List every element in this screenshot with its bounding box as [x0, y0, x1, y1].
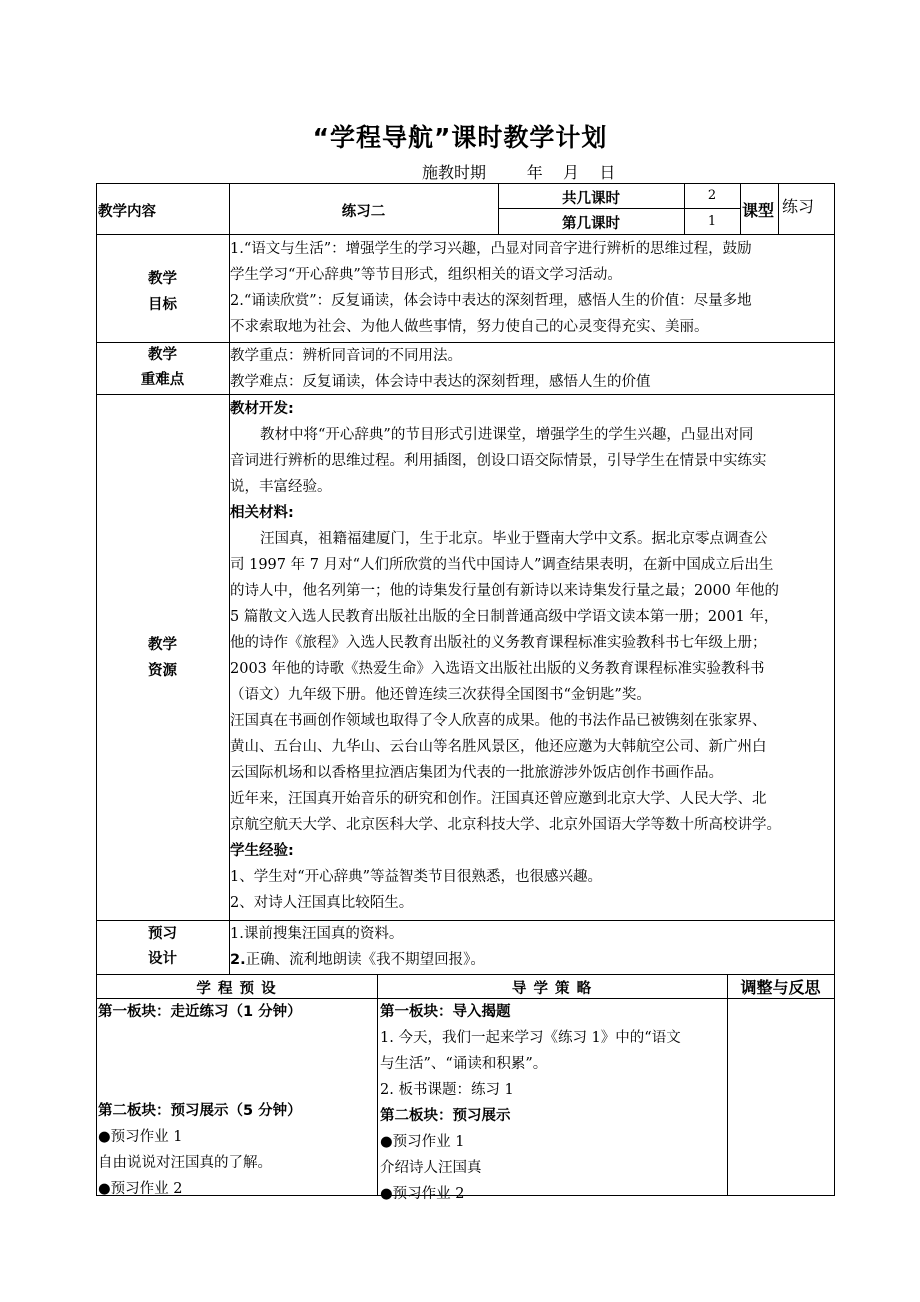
- page-title: “学程导航”课时教学计划: [312, 123, 608, 152]
- col-divider: [377, 974, 378, 1196]
- col-divider: [727, 974, 728, 1196]
- goals-label-line1: 教学: [148, 271, 177, 287]
- goals-label: [96, 266, 229, 318]
- plan-col1: [98, 999, 302, 1025]
- nth-period-label: 第几课时: [562, 216, 620, 232]
- keypoints-line: 教学重点：辨析同音词的不同用法。: [230, 348, 462, 364]
- material-line: 5 篇散文入选人民教育出版社出版的全日制普通高级中学语文读本第一册；2001 年，: [230, 609, 779, 625]
- plan-col1-header: 学 程 预 设: [196, 981, 277, 997]
- keypoints-text: [230, 343, 651, 395]
- material-line: 他的诗作《旅程》入选人民教育出版社的义务教育课程标准实验教科书七年级上册；: [230, 635, 767, 651]
- col2-block2-heading: 第二板块：预习展示: [380, 1108, 511, 1124]
- col2-block1-line: 2. 板书课题：练习 1: [380, 1082, 514, 1098]
- plan-col2-header: 导 学 策 略: [511, 981, 593, 997]
- keypoints-label-line2: 重难点: [140, 372, 185, 388]
- resources-label-line1: 教学: [148, 637, 177, 653]
- preview-line2-number: 2.: [230, 952, 246, 968]
- resources-text: [230, 396, 781, 916]
- col2-block2-line: ●预习作业 1: [380, 1134, 465, 1150]
- goals-line: 不求索取地为社会、为他人做些事情，努力使自己的心灵变得充实、美丽。: [230, 319, 709, 335]
- keypoints-label: [96, 343, 229, 393]
- dev-line: 说，丰富经验。: [230, 479, 332, 495]
- col2-block2-line: 介绍诗人汪国真: [380, 1160, 482, 1176]
- col1-block1-heading: 第一板块：走近练习（1 分钟）: [98, 1004, 302, 1020]
- preview-label: [96, 922, 229, 972]
- material-line: 近年来，汪国真开始音乐的研究和创作。汪国真还曾应邀到北京大学、人民大学、北: [230, 791, 767, 807]
- col2-block2-line: ●预习作业 2: [380, 1186, 465, 1202]
- goals-label-line2: 目标: [148, 297, 177, 313]
- goals-line: 学生学习“开心辞典”等节目形式，组织相关的语文学习活动。: [230, 267, 622, 283]
- material-line: 2003 年他的诗歌《热爱生命》入选语文出版社出版的义务教育课程标准实验教科书: [230, 661, 765, 677]
- experience-line: 1、学生对“开心辞典”等益智类节目很熟悉，也很感兴趣。: [230, 869, 603, 885]
- material-line: 的诗人中，他名列第一；他的诗集发行量创有新诗以来诗集发行量之最；2000 年他的: [230, 583, 780, 599]
- goals-line: 1.“语文与生活”：增强学生的学习兴趣，凸显对同音字进行辨析的思维过程，鼓励: [230, 241, 752, 257]
- experience-heading: 学生经验:: [230, 843, 294, 859]
- keypoints-line: 教学难点：反复诵读，体会诗中表达的深刻哲理，感悟人生的价值: [230, 374, 651, 390]
- preview-line: 1.课前搜集汪国真的资料。: [230, 926, 404, 942]
- material-line: 云国际机场和以香格里拉酒店集团为代表的一批旅游涉外饭店创作书画作品。: [230, 765, 723, 781]
- material-heading: 相关材料:: [230, 505, 294, 521]
- teaching-date: 施教时期 年 月 日: [422, 163, 616, 182]
- plan-col1-block2: [98, 1098, 302, 1202]
- goals-line: 2.“诵读欣赏”：反复诵读，体会诗中表达的深刻哲理，感悟人生的价值：尽量多地: [230, 293, 752, 309]
- material-line: （语文）九年级下册。他还曾连续三次获得全国图书“金钥匙”奖。: [230, 687, 651, 703]
- col1-block2-line: ●预习作业 1: [98, 1129, 183, 1145]
- material-line: 司 1997 年 7 月对“人们所欣赏的当代中国诗人”调查结果表明，在新中国成立后出生: [230, 557, 774, 573]
- row-divider: [96, 974, 835, 975]
- keypoints-label-line1: 教学: [148, 347, 177, 363]
- content-value: 练习二: [341, 204, 386, 220]
- lesson-type-label: 课型: [742, 201, 775, 220]
- col-divider: [778, 183, 779, 235]
- resources-label-line2: 资源: [148, 663, 177, 679]
- dev-line: 教材中将“开心辞典”的节目形式引进课堂，增强学生的学生兴趣，凸显出对同: [260, 427, 754, 443]
- material-line: 汪国真在书画创作领域也取得了令人欣喜的成果。他的书法作品已被镌刻在张家界、: [230, 713, 767, 729]
- experience-line: 2、对诗人汪国真比较陌生。: [230, 895, 414, 911]
- material-line: 汪国真，祖籍福建厦门，生于北京。毕业于暨南大学中文系。据北京零点调查公: [260, 531, 768, 547]
- goals-text: [230, 236, 752, 340]
- lesson-type-value: 练习: [782, 197, 815, 216]
- resources-label: [96, 632, 229, 684]
- plan-col3-header: 调整与反思: [740, 978, 821, 997]
- col2-block1-line: 1. 今天，我们一起来学习《练习 1》中的“语文: [380, 1030, 681, 1046]
- content-label: 教学内容: [98, 204, 156, 220]
- preview-text: [230, 921, 485, 973]
- total-periods-value: 2: [707, 188, 717, 203]
- dev-heading: 教材开发:: [230, 401, 294, 417]
- preview-line: [230, 947, 485, 973]
- material-line: 京航空航天大学、北京医科大学、北京科技大学、北京外国语大学等数十所高校讲学。: [230, 817, 781, 833]
- table-border-left: [96, 183, 97, 1196]
- col2-block1-heading: 第一板块：导入揭题: [380, 1004, 511, 1020]
- col2-block1-line: 与生活”、“诵读和积累”。: [380, 1056, 548, 1072]
- material-line: 黄山、五台山、九华山、云台山等名胜风景区，他还应邀为大韩航空公司、新广州白: [230, 739, 767, 755]
- col1-block2-heading: 第二板块：预习展示（5 分钟）: [98, 1103, 302, 1119]
- table-border-right: [834, 183, 835, 1196]
- nth-period-value: 1: [707, 214, 717, 229]
- col1-block2-line: ●预习作业 2: [98, 1181, 183, 1197]
- preview-label-line1: 预习: [148, 926, 177, 942]
- preview-label-line2: 设计: [148, 951, 177, 967]
- preview-line2-text: 正确、流利地朗读《我不期望回报》。: [245, 952, 485, 968]
- col1-block2-line: 自由说说对汪国真的了解。: [98, 1155, 272, 1171]
- dev-line: 音词进行辨析的思维过程。利用插图，创设口语交际情景，引导学生在情景中实练实: [230, 453, 767, 469]
- plan-col2: [380, 999, 681, 1207]
- total-periods-label: 共几课时: [562, 191, 620, 207]
- col-divider: [740, 183, 741, 235]
